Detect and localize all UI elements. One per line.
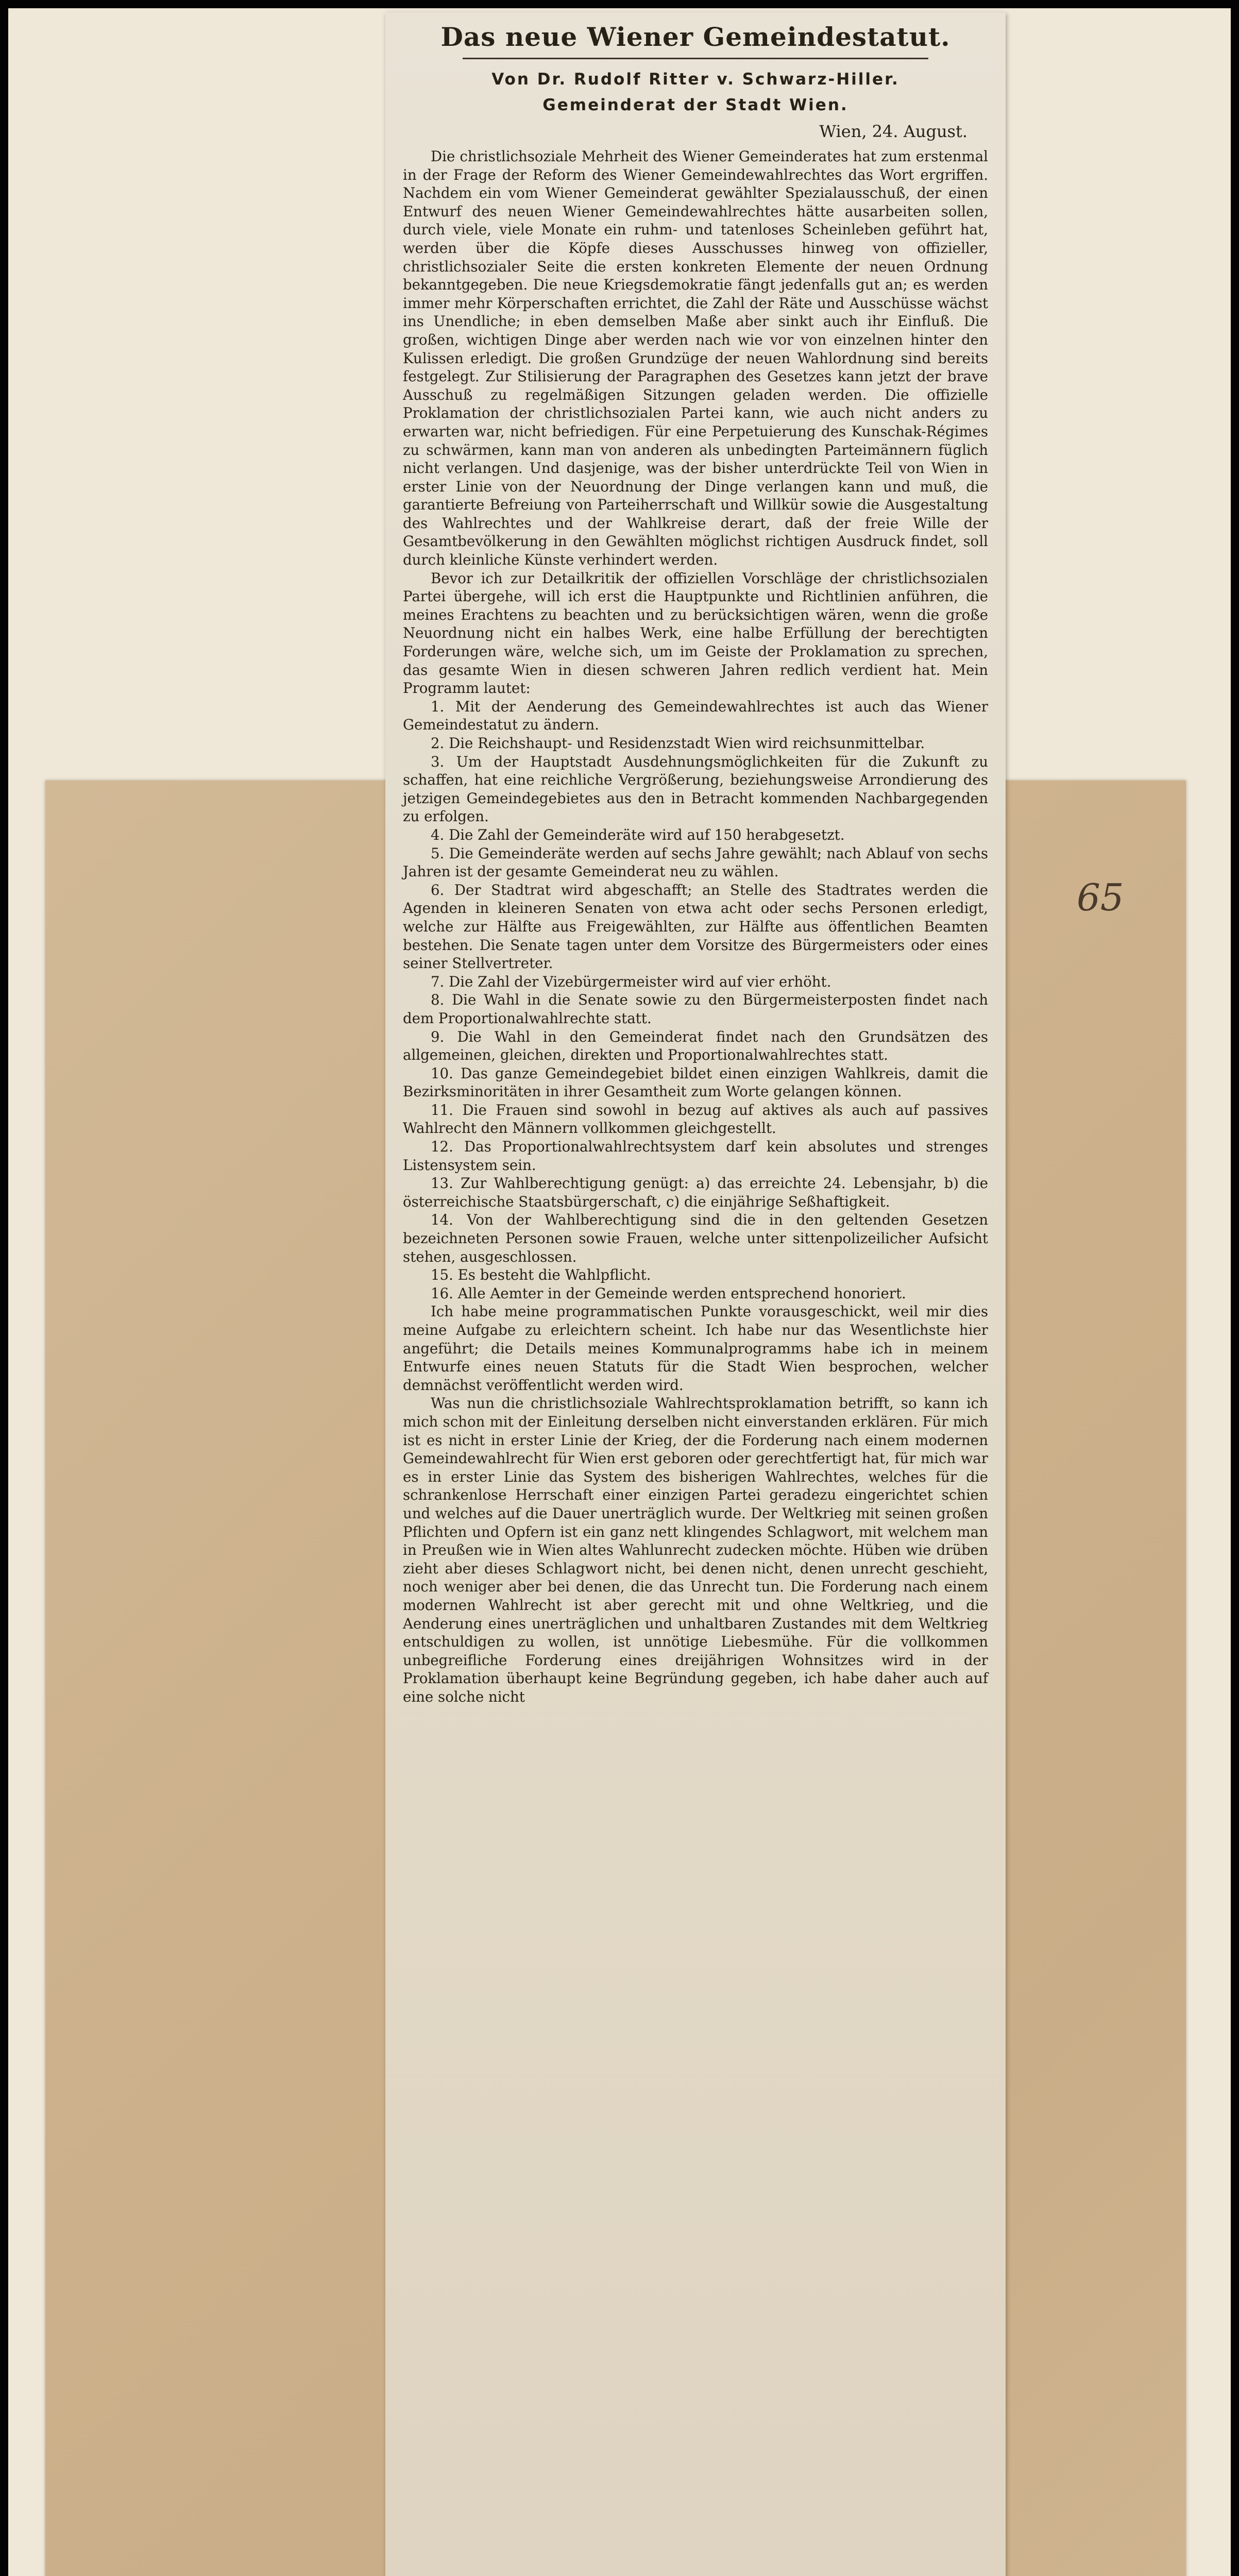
program-point: 2. Die Reichshaupt- und Residenzstadt Wien wird reichsunmittelbar. (431, 735, 925, 752)
title-rule (463, 58, 928, 59)
page-number: 65 (1077, 876, 1124, 919)
article-dateline: Wien, 24. August. (819, 122, 968, 141)
program-point: 14. Von der Wahlberechtigung sind die in den geltenden Gesetzen bezeichneten Personen sowie Frauen, welche unter sittenpolizeilicher Aufsicht stehen, ausgeschlossen. (403, 1211, 988, 1265)
program-point: 15. Es besteht die Wahlpflicht. (431, 1266, 651, 1284)
newspaper-clipping (385, 12, 1006, 2576)
paragraph-explanation: Ich habe meine programmatischen Punkte vorausgeschickt, weil mir dies meine Aufgabe zu erleichtern scheint. Ich habe nur das Wesentlichste hier angeführt; die Details meines Kommunalprogramms habe ich in meinem Entwurfe eines neuen Statuts für die Stadt Wien besprochen, welcher demnächst veröffentlicht werden wird. (403, 1303, 988, 1394)
paragraph-intro: Die christlichsoziale Mehrheit des Wiener Gemeinderates hat zum erstenmal in der Frage der Reform des Wiener Gemeindewahlrechtes das Wort ergriffen. Nachdem ein vom Wiener Gemeinderat gewählter Spezialausschuß, der einen Entwurf des neuen Wiener Gemeindewahlrechtes hätte ausarbeiten sollen, durch viele, viele Monate ein ruhm- und tatenloses Scheinleben geführt hat, werden über die Köpfe dieses Ausschusses hinweg von offizieller, christlichsozialer Seite die ersten konkreten Elemente der neuen Ordnung bekanntgegeben. Die neue Kriegsdemokratie fängt jedenfalls gut an; es werden immer mehr Körperschaften errichtet, die Zahl der Räte und Ausschüsse wächst ins Unendliche; in eben demselben Maße aber sinkt auch ihr Einfluß. Die großen, wichtigen Dinge aber werden nach wie vor von einzelnen hinter den Kulissen erledigt. Die großen Grundzüge der neuen Wahlordnung sind bereits festgelegt. Zur Stilisierung der Paragraphen des Gesetzes kann jetzt der brave Ausschuß zu regelmäßigen Sitzungen geladen werden. Die offizielle Proklamation der christlichsozialen Partei kann, wie auch nicht anders zu erwarten war, nicht befriedigen. Für eine Perpetuierung des Kunschak-Régimes zu schwärmen, kann man von anderen als unbedingten Parteimännern füglich nicht verlangen. Und dasjenige, was der bisher unterdrückte Teil von Wien in erster Linie von der Neuordnung der Dinge verlangen kann und muß, die garantierte Befreiung von Parteiherrschaft und Willkür sowie die Ausgestaltung des Wahlrechtes und der Wahlkreise derart, daß der freie Wille der Gesamtbevölkerung in den Gewählten möglichst richtigen Ausdruck findet, soll durch kleinliche Künste verhindert werden. (403, 148, 988, 569)
article-author: Von Dr. Rudolf Ritter v. Schwarz-Hiller. (491, 70, 899, 89)
program-point: 4. Die Zahl der Gemeinderäte wird auf 150 herabgesetzt. (431, 826, 845, 843)
program-point: 11. Die Frauen sind sowohl in bezug auf aktives als auch auf passives Wahlrecht den Männern vollkommen gleichgestellt. (403, 1101, 988, 1137)
article-body (403, 147, 988, 2576)
program-point: 6. Der Stadtrat wird abgeschafft; an Stelle des Stadtrates werden die Agenden in kleineren Senaten von etwa acht oder sechs Personen erledigt, welche zur Hälfte aus Freigewählten, zur Hälfte aus öffentlichen Beamten bestehen. Die Senate tagen unter dem Vorsitze des Bürgermeisters oder eines seiner Stellvertreter. (403, 881, 988, 972)
article-title: Das neue Wiener Gemeindestatut. (440, 22, 951, 52)
program-point: 13. Zur Wahlberechtigung genügt: a) das erreichte 24. Lebensjahr, b) die österreichische Staatsbürgerschaft, c) die einjährige Seßhaftigkeit. (403, 1175, 988, 1210)
program-point: 5. Die Gemeinderäte werden auf sechs Jahre gewählt; nach Ablauf von sechs Jahren ist der gesamte Gemeinderat neu zu wählen. (403, 844, 988, 880)
paragraph-critique: Was nun die christlichsoziale Wahlrechtsproklamation betrifft, so kann ich mich schon mit der Einleitung derselben nicht einverstanden erklären. Für mich ist es nicht in erster Linie der Krieg, der die Forderung nach einem modernen Gemeindewahlrecht für Wien erst geboren oder gerechtfertigt hat, für mich war es in erster Linie das System des bisherigen Wahlrechtes, welches für die schrankenlose Herrschaft einer einzigen Partei geradezu eingerichtet schien und welches auf die Dauer unerträglich wurde. Der Weltkrieg mit seinen großen Pflichten und Opfern ist ein ganz nett klingendes Schlagwort, mit welchem man in Preußen wie in Wien altes Wahlunrecht zudecken möchte. Hüben wie drüben zieht aber dieses Schlagwort nicht, bei denen nicht, denen unrecht geschieht, noch weniger aber bei denen, die das Unrecht tun. Die Forderung nach einem modernen Wahlrecht ist aber gerecht mit und ohne Weltkrieg, und die Aenderung eines unerträglichen und unhaltbaren Zustandes mit dem Weltkrieg entschuldigen zu wollen, ist unnötige Liebesmühe. Für die vollkommen unbegreifliche Forderung eines dreijährigen Wohnsitzes wird in der Proklamation überhaupt keine Begründung gegeben, ich habe daher auch auf eine solche nicht (403, 1395, 988, 1705)
paragraph-program-intro: Bevor ich zur Detailkritik der offiziellen Vorschläge der christlichsozialen Partei übergehe, will ich erst die Hauptpunkte und Richtlinien anführen, die meines Erachtens zu beachten und zu berücksichtigen wären, wenn die große Neuordnung nicht ein halbes Werk, eine halbe Erfüllung der berechtigten Forderungen wäre, welche sich, um im Geiste der Proklamation zu sprechen, das gesamte Wien in diesen schweren Jahren redlich verdient hat. Mein Programm lautet: (403, 569, 988, 697)
program-point: 9. Die Wahl in den Gemeinderat findet nach den Grundsätzen des allgemeinen, gleichen, direkten und Proportionalwahlrechtes statt. (403, 1028, 988, 1064)
article-author-role: Gemeinderat der Stadt Wien. (542, 96, 848, 114)
program-point: 7. Die Zahl der Vizebürgermeister wird auf vier erhöht. (431, 973, 831, 990)
program-point: 1. Mit der Aenderung des Gemeindewahlrechtes ist auch das Wiener Gemeindestatut zu ändern. (403, 698, 988, 734)
program-point: 3. Um der Hauptstadt Ausdehnungsmöglichkeiten für die Zukunft zu schaffen, hat eine reichliche Vergrößerung, beziehungsweise Arrondierung des jetzigen Gemeindegebietes aus den in Betracht kommenden Nachbargegenden zu erfolgen. (403, 753, 988, 825)
program-point: 8. Die Wahl in die Senate sowie zu den Bürgermeisterposten findet nach dem Proportionalwahlrechte statt. (403, 991, 988, 1027)
program-point: 10. Das ganze Gemeindegebiet bildet einen einzigen Wahlkreis, damit die Bezirksminoritäten in ihrer Gesamtheit zum Worte gelangen können. (403, 1064, 988, 1100)
program-point: 12. Das Proportionalwahlrechtsystem darf kein absolutes und strenges Listensystem sein. (403, 1138, 988, 1174)
program-point: 16. Alle Aemter in der Gemeinde werden entsprechend honoriert. (431, 1284, 906, 1302)
